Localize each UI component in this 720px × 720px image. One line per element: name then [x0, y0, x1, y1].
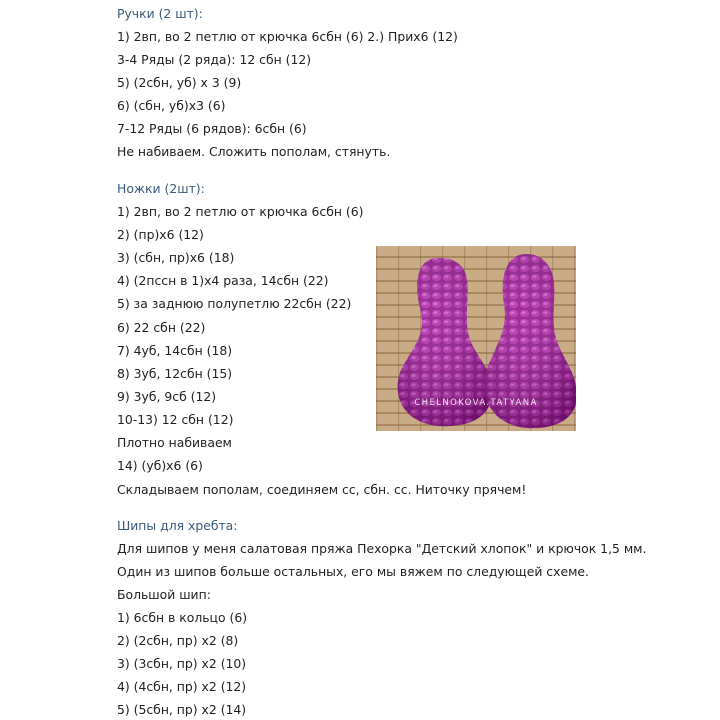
text-line: 1) 2вп, во 2 петлю от крючка 6сбн (6)	[117, 204, 364, 219]
text-line: 7-12 Ряды (6 рядов): 6сбн (6)	[117, 121, 307, 136]
heading-handles: Ручки (2 шт):	[117, 6, 203, 21]
text-line: 10-13) 12 сбн (12)	[117, 412, 234, 427]
text-line: 6) (сбн, уб)х3 (6)	[117, 98, 226, 113]
text-line: 5) (2сбн, уб) х 3 (9)	[117, 75, 242, 90]
heading-legs: Ножки (2шт):	[117, 181, 205, 196]
text-line: 3) (3сбн, пр) х2 (10)	[117, 656, 247, 671]
text-line: 3) (сбн, пр)х6 (18)	[117, 250, 235, 265]
photo-watermark: CHELNOKOVA.TATYANA	[414, 398, 538, 408]
text-line: 1) 2вп, во 2 петлю от крючка 6сбн (6) 2.) Прих6 (12)	[117, 29, 458, 44]
text-line: 9) 3уб, 9сб (12)	[117, 389, 217, 404]
text-line: 5) (5сбн, пр) х2 (14)	[117, 702, 247, 717]
text-line: 6) 22 сбн (22)	[117, 320, 206, 335]
text-line: 1) 6сбн в кольцо (6)	[117, 610, 248, 625]
text-line: 2) (2сбн, пр) х2 (8)	[117, 633, 239, 648]
text-line: Складываем пополам, соединяем сс, сбн. сс. Ниточку прячем!	[117, 482, 527, 497]
text-line: Плотно набиваем	[117, 435, 232, 450]
text-line: 4) (2пссн в 1)х4 раза, 14сбн (22)	[117, 273, 329, 288]
crochet-legs-photo	[376, 246, 576, 431]
text-line: 5) за заднюю полупетлю 22сбн (22)	[117, 296, 352, 311]
text-line: Большой шип:	[117, 587, 211, 602]
text-line: 2) (пр)х6 (12)	[117, 227, 204, 242]
text-line: Не набиваем. Сложить пополам, стянуть.	[117, 144, 391, 159]
text-line: Для шипов у меня салатовая пряжа Пехорка "Детский хлопок" и крючок 1,5 мм.	[117, 541, 647, 556]
text-line: 8) 3уб, 12сбн (15)	[117, 366, 233, 381]
text-line: 4) (4сбн, пр) х2 (12)	[117, 679, 247, 694]
text-line: 7) 4уб, 14сбн (18)	[117, 343, 233, 358]
text-line: 3-4 Ряды (2 ряда): 12 сбн (12)	[117, 52, 312, 67]
text-line: 14) (уб)х6 (6)	[117, 458, 203, 473]
text-line: Один из шипов больше остальных, его мы вяжем по следующей схеме.	[117, 564, 589, 579]
heading-spikes: Шипы для хребта:	[117, 518, 238, 533]
